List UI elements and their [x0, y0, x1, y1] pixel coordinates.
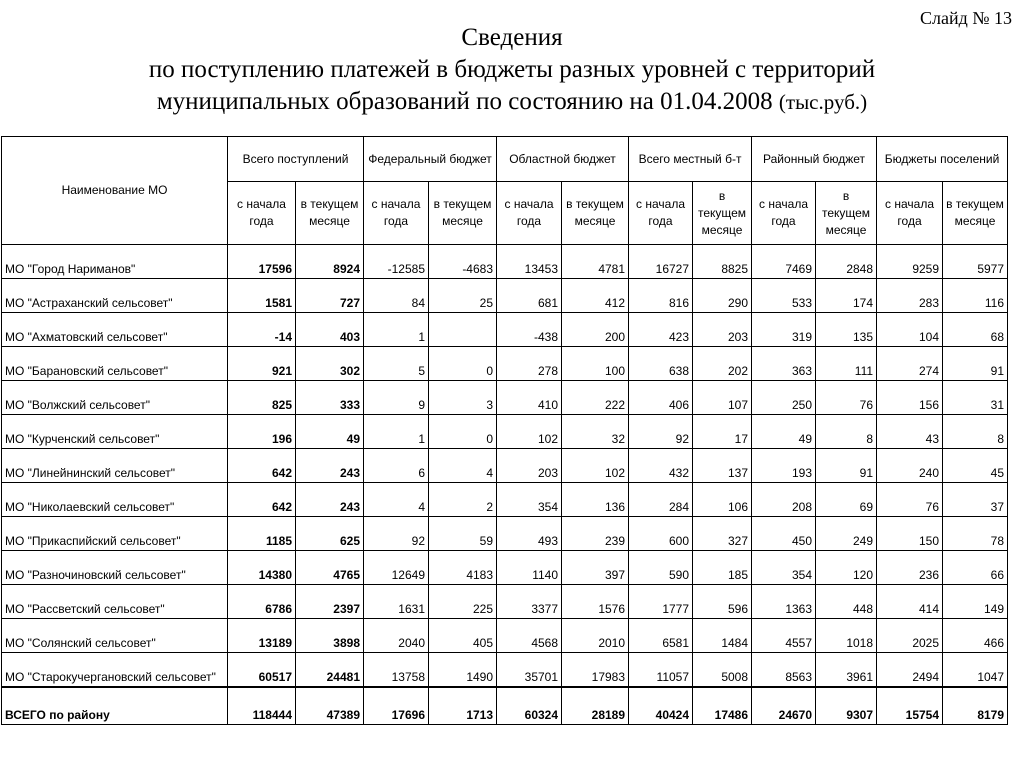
value-cell: 2 — [429, 483, 497, 517]
value-cell: 450 — [752, 517, 816, 551]
value-cell: 1490 — [429, 653, 497, 688]
value-cell: 642 — [228, 483, 296, 517]
value-cell: 49 — [752, 415, 816, 449]
value-cell: 43 — [877, 415, 943, 449]
value-cell: 136 — [562, 483, 629, 517]
value-cell: 185 — [693, 551, 752, 585]
subheader-ytd: с начала года — [497, 182, 562, 245]
value-cell: 590 — [629, 551, 693, 585]
value-cell: 2010 — [562, 619, 629, 653]
value-cell: 1484 — [693, 619, 752, 653]
value-cell: 24481 — [296, 653, 364, 688]
mo-name: МО "Ахматовский сельсовет" — [2, 313, 228, 347]
value-cell: 1047 — [943, 653, 1008, 688]
value-cell: 278 — [497, 347, 562, 381]
value-cell: 225 — [429, 585, 497, 619]
value-cell: 76 — [816, 381, 877, 415]
table-row — [2, 619, 1008, 653]
value-cell: 203 — [693, 313, 752, 347]
subheader-ytd: с начала года — [877, 182, 943, 245]
header-group-federal: Федеральный бюджет — [364, 137, 497, 182]
value-cell: 2848 — [816, 245, 877, 279]
mo-name: МО "Линейнинский сельсовет" — [2, 449, 228, 483]
value-cell: 8825 — [693, 245, 752, 279]
value-cell: 15754 — [877, 687, 943, 725]
value-cell: 222 — [562, 381, 629, 415]
value-cell: 412 — [562, 279, 629, 313]
mo-name: МО "Старокучергановский сельсовет" — [2, 653, 228, 688]
value-cell: 150 — [877, 517, 943, 551]
mo-name: МО "Разночиновский сельсовет" — [2, 551, 228, 585]
value-cell: -4683 — [429, 245, 497, 279]
value-cell: 243 — [296, 449, 364, 483]
table-row — [2, 245, 1008, 279]
header-group-district: Районный бюджет — [752, 137, 877, 182]
subheader-ytd: с начала года — [629, 182, 693, 245]
value-cell: 37 — [943, 483, 1008, 517]
mo-name: МО "Прикаспийский сельсовет" — [2, 517, 228, 551]
value-cell: 208 — [752, 483, 816, 517]
value-cell: 35701 — [497, 653, 562, 688]
value-cell: 283 — [877, 279, 943, 313]
value-cell: 92 — [364, 517, 429, 551]
value-cell: 3898 — [296, 619, 364, 653]
table-row — [2, 279, 1008, 313]
value-cell: 196 — [228, 415, 296, 449]
mo-name: МО "Николаевский сельсовет" — [2, 483, 228, 517]
value-cell: 17486 — [693, 687, 752, 725]
value-cell: 25 — [429, 279, 497, 313]
value-cell: 414 — [877, 585, 943, 619]
value-cell: 9 — [364, 381, 429, 415]
value-cell: 405 — [429, 619, 497, 653]
value-cell: 104 — [877, 313, 943, 347]
table-row — [2, 517, 1008, 551]
table-row — [2, 415, 1008, 449]
value-cell: 40424 — [629, 687, 693, 725]
value-cell: 174 — [816, 279, 877, 313]
value-cell: 1140 — [497, 551, 562, 585]
value-cell: 2397 — [296, 585, 364, 619]
value-cell: 7469 — [752, 245, 816, 279]
value-cell: 533 — [752, 279, 816, 313]
value-cell: 448 — [816, 585, 877, 619]
value-cell: 333 — [296, 381, 364, 415]
value-cell: 354 — [752, 551, 816, 585]
mo-name: МО "Волжский сельсовет" — [2, 381, 228, 415]
value-cell: 423 — [629, 313, 693, 347]
value-cell: 406 — [629, 381, 693, 415]
value-cell: -438 — [497, 313, 562, 347]
table-row — [2, 313, 1008, 347]
value-cell: 193 — [752, 449, 816, 483]
value-cell: 49 — [296, 415, 364, 449]
header-group-settlements: Бюджеты поселений — [877, 137, 1008, 182]
value-cell: 4 — [429, 449, 497, 483]
value-cell: 8563 — [752, 653, 816, 688]
value-cell: 1631 — [364, 585, 429, 619]
value-cell: 354 — [497, 483, 562, 517]
value-cell: 600 — [629, 517, 693, 551]
value-cell: 727 — [296, 279, 364, 313]
value-cell: 4765 — [296, 551, 364, 585]
value-cell: 4183 — [429, 551, 497, 585]
value-cell: 1363 — [752, 585, 816, 619]
mo-name: МО "Город Нариманов" — [2, 245, 228, 279]
value-cell: 1 — [364, 313, 429, 347]
title-line-3-text: муниципальных образований по состоянию на 01.04.2008 — [156, 88, 773, 115]
value-cell: 319 — [752, 313, 816, 347]
value-cell: 4568 — [497, 619, 562, 653]
value-cell: 5977 — [943, 245, 1008, 279]
mo-name: МО "Курченский сельсовет" — [2, 415, 228, 449]
slide-number: Слайд № 13 — [920, 8, 1012, 28]
value-cell: 31 — [943, 381, 1008, 415]
table-row — [2, 483, 1008, 517]
value-cell: 4557 — [752, 619, 816, 653]
value-cell: 45 — [943, 449, 1008, 483]
mo-name: МО "Солянский сельсовет" — [2, 619, 228, 653]
value-cell: 76 — [877, 483, 943, 517]
value-cell: 156 — [877, 381, 943, 415]
value-cell: 493 — [497, 517, 562, 551]
value-cell: 284 — [629, 483, 693, 517]
title-line-1: Сведения — [461, 24, 563, 51]
value-cell: 1581 — [228, 279, 296, 313]
value-cell: 1713 — [429, 687, 497, 725]
value-cell: 638 — [629, 347, 693, 381]
value-cell: 69 — [816, 483, 877, 517]
value-cell: 681 — [497, 279, 562, 313]
value-cell: 84 — [364, 279, 429, 313]
value-cell: 66 — [943, 551, 1008, 585]
value-cell: 118444 — [228, 687, 296, 725]
value-cell: 91 — [816, 449, 877, 483]
value-cell: 47389 — [296, 687, 364, 725]
subheader-month: в текущем месяце — [562, 182, 629, 245]
value-cell: 243 — [296, 483, 364, 517]
subheader-month: в текущем месяце — [816, 182, 877, 245]
title-line-3 — [0, 86, 1024, 118]
table-row — [2, 585, 1008, 619]
value-cell: 24670 — [752, 687, 816, 725]
value-cell: 13189 — [228, 619, 296, 653]
table-body — [2, 245, 1008, 725]
value-cell: 17696 — [364, 687, 429, 725]
value-cell: 16727 — [629, 245, 693, 279]
value-cell: 1777 — [629, 585, 693, 619]
value-cell: 3 — [429, 381, 497, 415]
value-cell: 120 — [816, 551, 877, 585]
value-cell: 274 — [877, 347, 943, 381]
mo-name: МО "Астраханский сельсовет" — [2, 279, 228, 313]
value-cell: 111 — [816, 347, 877, 381]
value-cell: 68 — [943, 313, 1008, 347]
value-cell: 403 — [296, 313, 364, 347]
value-cell: 0 — [429, 347, 497, 381]
value-cell: 0 — [429, 415, 497, 449]
value-cell: 290 — [693, 279, 752, 313]
value-cell: -14 — [228, 313, 296, 347]
value-cell: 106 — [693, 483, 752, 517]
value-cell: 17 — [693, 415, 752, 449]
value-cell: 135 — [816, 313, 877, 347]
value-cell: 60324 — [497, 687, 562, 725]
value-cell: 6 — [364, 449, 429, 483]
payments-table — [1, 136, 1008, 725]
value-cell: 102 — [562, 449, 629, 483]
value-cell: 240 — [877, 449, 943, 483]
value-cell: 1185 — [228, 517, 296, 551]
title-units: (тыс.руб.) — [778, 90, 868, 114]
value-cell: 397 — [562, 551, 629, 585]
value-cell: 1576 — [562, 585, 629, 619]
value-cell: 596 — [693, 585, 752, 619]
value-cell: 3961 — [816, 653, 877, 688]
header-group-regional: Областной бюджет — [497, 137, 629, 182]
value-cell: 3377 — [497, 585, 562, 619]
header-name: Наименование МО — [2, 137, 228, 245]
value-cell: 2025 — [877, 619, 943, 653]
value-cell: 466 — [943, 619, 1008, 653]
value-cell: 2494 — [877, 653, 943, 688]
value-cell: 11057 — [629, 653, 693, 688]
mo-name: ВСЕГО по району — [2, 687, 228, 725]
table-row — [2, 347, 1008, 381]
subheader-month: в текущем месяце — [943, 182, 1008, 245]
value-cell: 14380 — [228, 551, 296, 585]
value-cell: 12649 — [364, 551, 429, 585]
value-cell: 236 — [877, 551, 943, 585]
value-cell: 32 — [562, 415, 629, 449]
header-group-local: Всего местный б-т — [629, 137, 752, 182]
total-row — [2, 687, 1008, 725]
value-cell: 107 — [693, 381, 752, 415]
value-cell: 17983 — [562, 653, 629, 688]
value-cell: 825 — [228, 381, 296, 415]
mo-name: МО "Барановский сельсовет" — [2, 347, 228, 381]
table-row — [2, 381, 1008, 415]
value-cell: 60517 — [228, 653, 296, 688]
value-cell: 1 — [364, 415, 429, 449]
subheader-ytd: с начала года — [228, 182, 296, 245]
value-cell: 8 — [943, 415, 1008, 449]
value-cell: 239 — [562, 517, 629, 551]
value-cell: 4781 — [562, 245, 629, 279]
page-title — [0, 22, 1024, 118]
value-cell: 102 — [497, 415, 562, 449]
value-cell: 137 — [693, 449, 752, 483]
value-cell: 921 — [228, 347, 296, 381]
header-group-total: Всего поступлений — [228, 137, 364, 182]
value-cell: 8924 — [296, 245, 364, 279]
value-cell: 625 — [296, 517, 364, 551]
value-cell: 13453 — [497, 245, 562, 279]
value-cell: 92 — [629, 415, 693, 449]
value-cell: 28189 — [562, 687, 629, 725]
value-cell: 2040 — [364, 619, 429, 653]
value-cell: 249 — [816, 517, 877, 551]
value-cell: 200 — [562, 313, 629, 347]
subheader-month: в текущем месяце — [296, 182, 364, 245]
value-cell: 4 — [364, 483, 429, 517]
subheader-ytd: с начала года — [752, 182, 816, 245]
value-cell: 9259 — [877, 245, 943, 279]
value-cell: 432 — [629, 449, 693, 483]
value-cell: 6581 — [629, 619, 693, 653]
value-cell: 5 — [364, 347, 429, 381]
value-cell: 302 — [296, 347, 364, 381]
value-cell: 816 — [629, 279, 693, 313]
value-cell: 642 — [228, 449, 296, 483]
value-cell: 6786 — [228, 585, 296, 619]
value-cell: 8 — [816, 415, 877, 449]
table-row — [2, 449, 1008, 483]
value-cell: 59 — [429, 517, 497, 551]
subheader-ytd: с начала года — [364, 182, 429, 245]
value-cell: 149 — [943, 585, 1008, 619]
value-cell: 1018 — [816, 619, 877, 653]
title-line-2: по поступлению платежей в бюджеты разных уровней с территорий — [148, 56, 876, 83]
value-cell: 410 — [497, 381, 562, 415]
subheader-month: в текущем месяце — [693, 182, 752, 245]
value-cell: 8179 — [943, 687, 1008, 725]
subheader-month: в текущем месяце — [429, 182, 497, 245]
value-cell: 116 — [943, 279, 1008, 313]
value-cell: 17596 — [228, 245, 296, 279]
value-cell: 5008 — [693, 653, 752, 688]
table-row — [2, 551, 1008, 585]
value-cell: 363 — [752, 347, 816, 381]
mo-name: МО "Рассветский сельсовет" — [2, 585, 228, 619]
value-cell: 250 — [752, 381, 816, 415]
value-cell: 203 — [497, 449, 562, 483]
value-cell: 100 — [562, 347, 629, 381]
value-cell: 327 — [693, 517, 752, 551]
value-cell: 91 — [943, 347, 1008, 381]
value-cell: 202 — [693, 347, 752, 381]
value-cell — [429, 313, 497, 347]
value-cell: 13758 — [364, 653, 429, 688]
value-cell: 78 — [943, 517, 1008, 551]
value-cell: -12585 — [364, 245, 429, 279]
table-row — [2, 653, 1008, 688]
value-cell: 9307 — [816, 687, 877, 725]
